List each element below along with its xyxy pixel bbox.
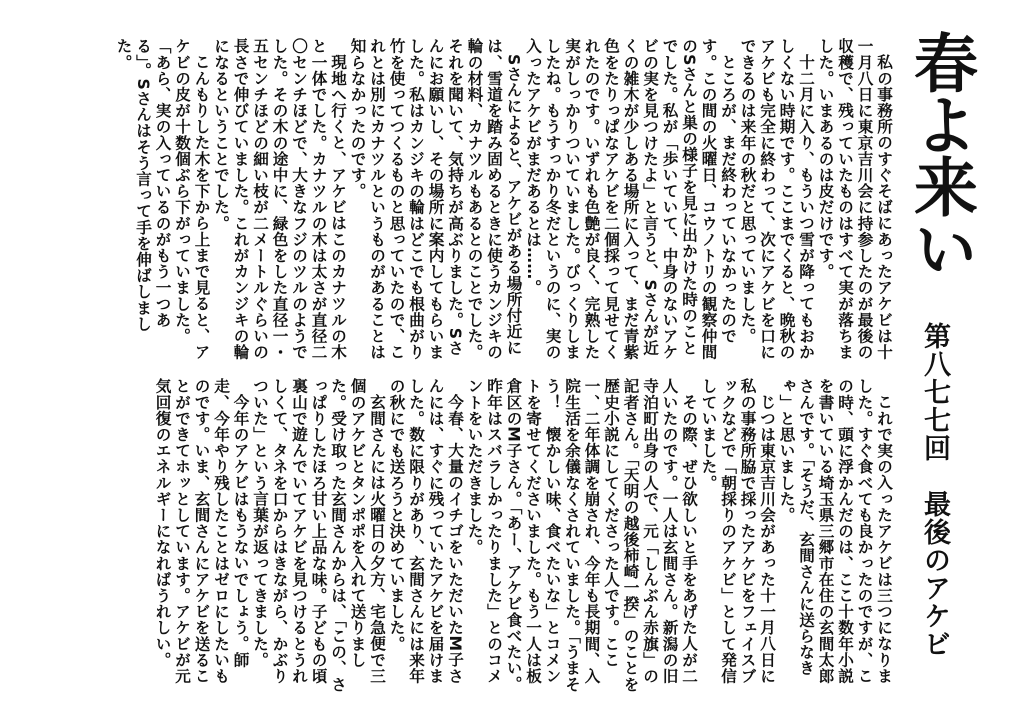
- paragraph: これで実の入ったアケビは三つになりました。すぐ食べても良かったのですが、この時、頭に浮かんだのは、ここ十数年小説を書いている埼玉県三郷市在住の玄間太郎さんです。「そうだ、玄間さんに送らなきゃ」と思いました。: [777, 378, 893, 684]
- paragraph: 玄間さんには火曜日の夕方、宅急便で三個のアケビとタンポポを入れて送りました。受け取った玄間さんからは、「この、さっぱりしたほろ甘い上品な味。子どもの頃裏山で遊んでいてアケビを見つけるとうれしくて、タネを口からはきながら、かぶりついた」という言葉が返ってきました。: [251, 378, 386, 693]
- paragraph: 現地へ行くと、アケビはこのカナツルの木と一体でした。カナツルの木は太さが直径二〇センチほどで、大きなフジのツルのようでした。その木の途中に、緑色をした直径一・五センチほどの細い枝が二メートルぐらいの長さで伸びていました。これがカンジキの輪になるということでした。: [212, 38, 347, 360]
- episode-subtitle: 第八七七回 最後のアケビ: [919, 322, 950, 658]
- paragraph: こんもりした木を下から上まで見ると、アケビの皮が十数個ぶら下がっていました。「あら、実の入っているのがもう一つある」。Sさんはそう言って手を伸ばしました。: [114, 38, 211, 360]
- article-body-upper: [58, 38, 893, 360]
- article-body-lower: [58, 378, 893, 694]
- paragraph: じつは東京吉川会があった十一月八日に私の事務所脇で採ったアケビをフェイスブックなどで「朝採りのアケビ」として発信していました。: [699, 378, 776, 684]
- paragraph: Sさんによると、アケビがある場所付近には、雪道を踏み固めるときに使うカンジキの輪の材料、カナツルもあるとのことでした。それを聞いて、気持ちが高ぶりました。Sさんにお願いし、その場所に案内してもらいました。私はカンジキの輪はどこでも根曲がり竹を使ってつくるものと思っていたので、これとは別にカナツルというものがあることは知らなかったのです。: [348, 38, 523, 360]
- paragraph: 私の事務所のすぐそばにあったアケビは十一月八日に東京吉川会に持参したのが最後の収穫で、残っていたものはすべて実が落ちました。いまあるのは皮だけです。: [816, 38, 893, 360]
- paragraph: 今年のアケビはもうないでしょう。師走、今年やり残したことはゼロにしたいものです。いま、玄間さんにアケビを送ることができてホッとしています。アケビが元気回復のエネルギーになればうれしい。: [153, 378, 250, 684]
- paragraph: 今春、大量のイチゴをいただいたM子さんには、すぐに残っていたアケビを届けました。数に限りがあり、玄間さんには来年の秋にでも送ろうと決めていました。: [387, 378, 464, 684]
- column-title: 春よ来い: [903, 30, 977, 278]
- paragraph: その際、ぜひ欲しいと手をあげた人が二人いたのです。一人は玄間さん。新潟の旧寺泊町出身の人で、元「しんぶん赤旗」の記者さん。「天明の越後柿崎一揆」のことを歴史小説にしてくださった人です。ここ一、二年体調を崩され、今年も長期間、入院生活を余儀なくされていました。「うまそう！ 懐かしい味、食べたいな」とコメントを寄せてくださいました。もう一人は板倉区のM子さん。「あー、アケビ食べたい。昨年はスバラしかったりました」とのコメントをいただきました。: [465, 378, 698, 693]
- paragraph: ところが、まだ終わっていなかったのです。この間の火曜日、コウノトリの観察仲間のSさんと巣の様子を見に出かけた時のことでした。私が「歩いていて、中身のないアケビの実を見つけたよ」と言うと、Sさんが近くの雑木が少しある場所に入って、まだ青紫色をたりっぱなアケビを二個採って見せてくれたのです。いずれも色艶が良く、完熟した実がしっかりついていました。びっくりしましたね。もうすっかり冬だというのに、実の入ったアケビがまだあるとは……。: [524, 38, 737, 360]
- paragraph: 十二月に入り、もういつ雪が降ってもおかしくない時期です。ここまでくると、晩秋のアケビも完全に終わって、次にアケビを口にできるのは来年の秋だと思っていました。: [738, 38, 815, 360]
